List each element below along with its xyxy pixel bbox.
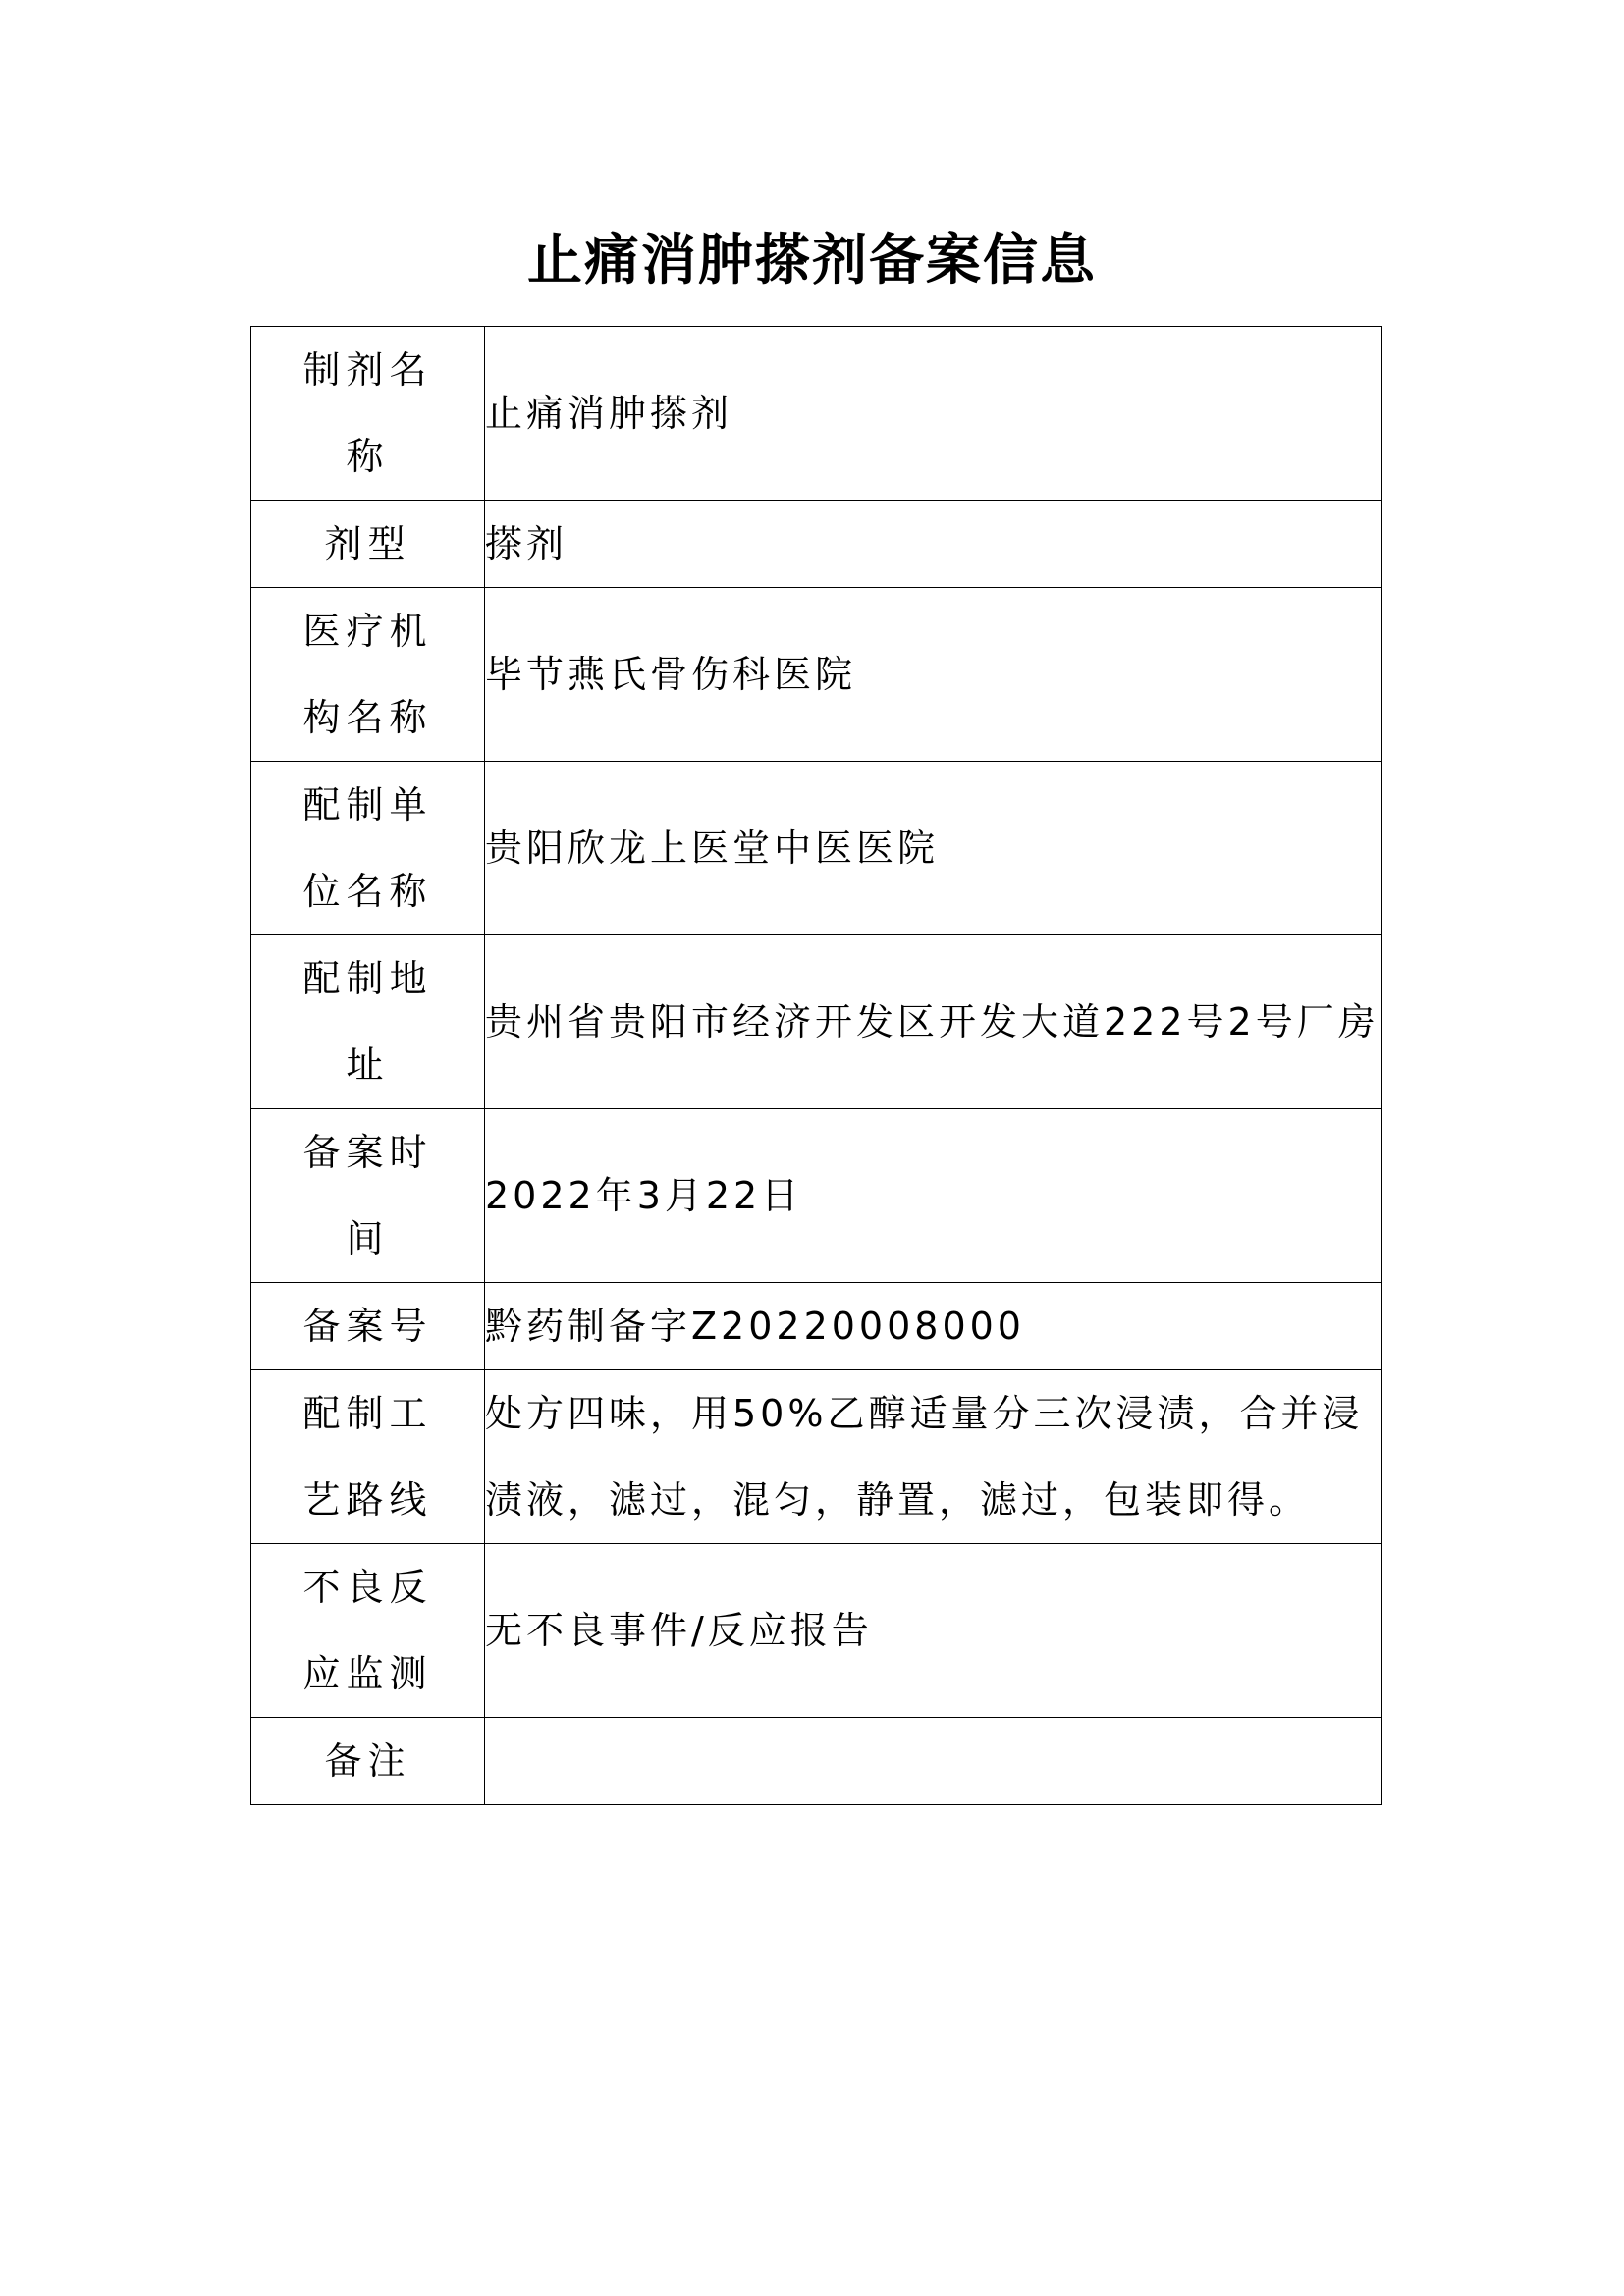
value-preparation-name: 止痛消肿搽剂 <box>485 327 1382 501</box>
value-preparation-address: 贵州省贵阳市经济开发区开发大道222号2号厂房 <box>485 935 1382 1109</box>
table-row-dosage-form <box>251 501 1382 588</box>
label-preparation-address: 配制地址 <box>251 935 485 1109</box>
label-filing-number: 备案号 <box>251 1283 485 1370</box>
label-institution-name: 医疗机构名称 <box>251 588 485 762</box>
value-adverse-reaction: 无不良事件/反应报告 <box>485 1544 1382 1718</box>
value-preparer-name: 贵阳欣龙上医堂中医医院 <box>485 762 1382 935</box>
value-process-route: 处方四味，用50%乙醇适量分三次浸渍，合并浸渍液，滤过，混匀，静置，滤过，包装即得。 <box>485 1370 1382 1544</box>
table-row-preparation-name <box>251 327 1382 501</box>
label-remarks: 备注 <box>251 1718 485 1805</box>
value-institution-name: 毕节燕氏骨伤科医院 <box>485 588 1382 762</box>
table-row-institution-name <box>251 588 1382 762</box>
label-process-route: 配制工艺路线 <box>251 1370 485 1544</box>
table-row-adverse-reaction <box>251 1544 1382 1718</box>
table-row-filing-date <box>251 1109 1382 1283</box>
page-title: 止痛消肿搽剂备案信息 <box>527 229 1097 293</box>
label-preparation-name: 制剂名称 <box>251 327 485 501</box>
record-table <box>250 326 1382 1805</box>
value-filing-number: 黔药制备字Z20220008000 <box>485 1283 1382 1370</box>
table-row-remarks <box>251 1718 1382 1805</box>
label-preparer-name: 配制单位名称 <box>251 762 485 935</box>
value-remarks <box>485 1718 1382 1805</box>
value-filing-date: 2022年3月22日 <box>485 1109 1382 1283</box>
label-adverse-reaction: 不良反应监测 <box>251 1544 485 1718</box>
table-row-filing-number <box>251 1283 1382 1370</box>
label-filing-date: 备案时间 <box>251 1109 485 1283</box>
value-dosage-form: 搽剂 <box>485 501 1382 588</box>
table-row-preparer-name <box>251 762 1382 935</box>
table-row-process-route <box>251 1370 1382 1544</box>
table-row-preparation-address <box>251 935 1382 1109</box>
label-dosage-form: 剂型 <box>251 501 485 588</box>
